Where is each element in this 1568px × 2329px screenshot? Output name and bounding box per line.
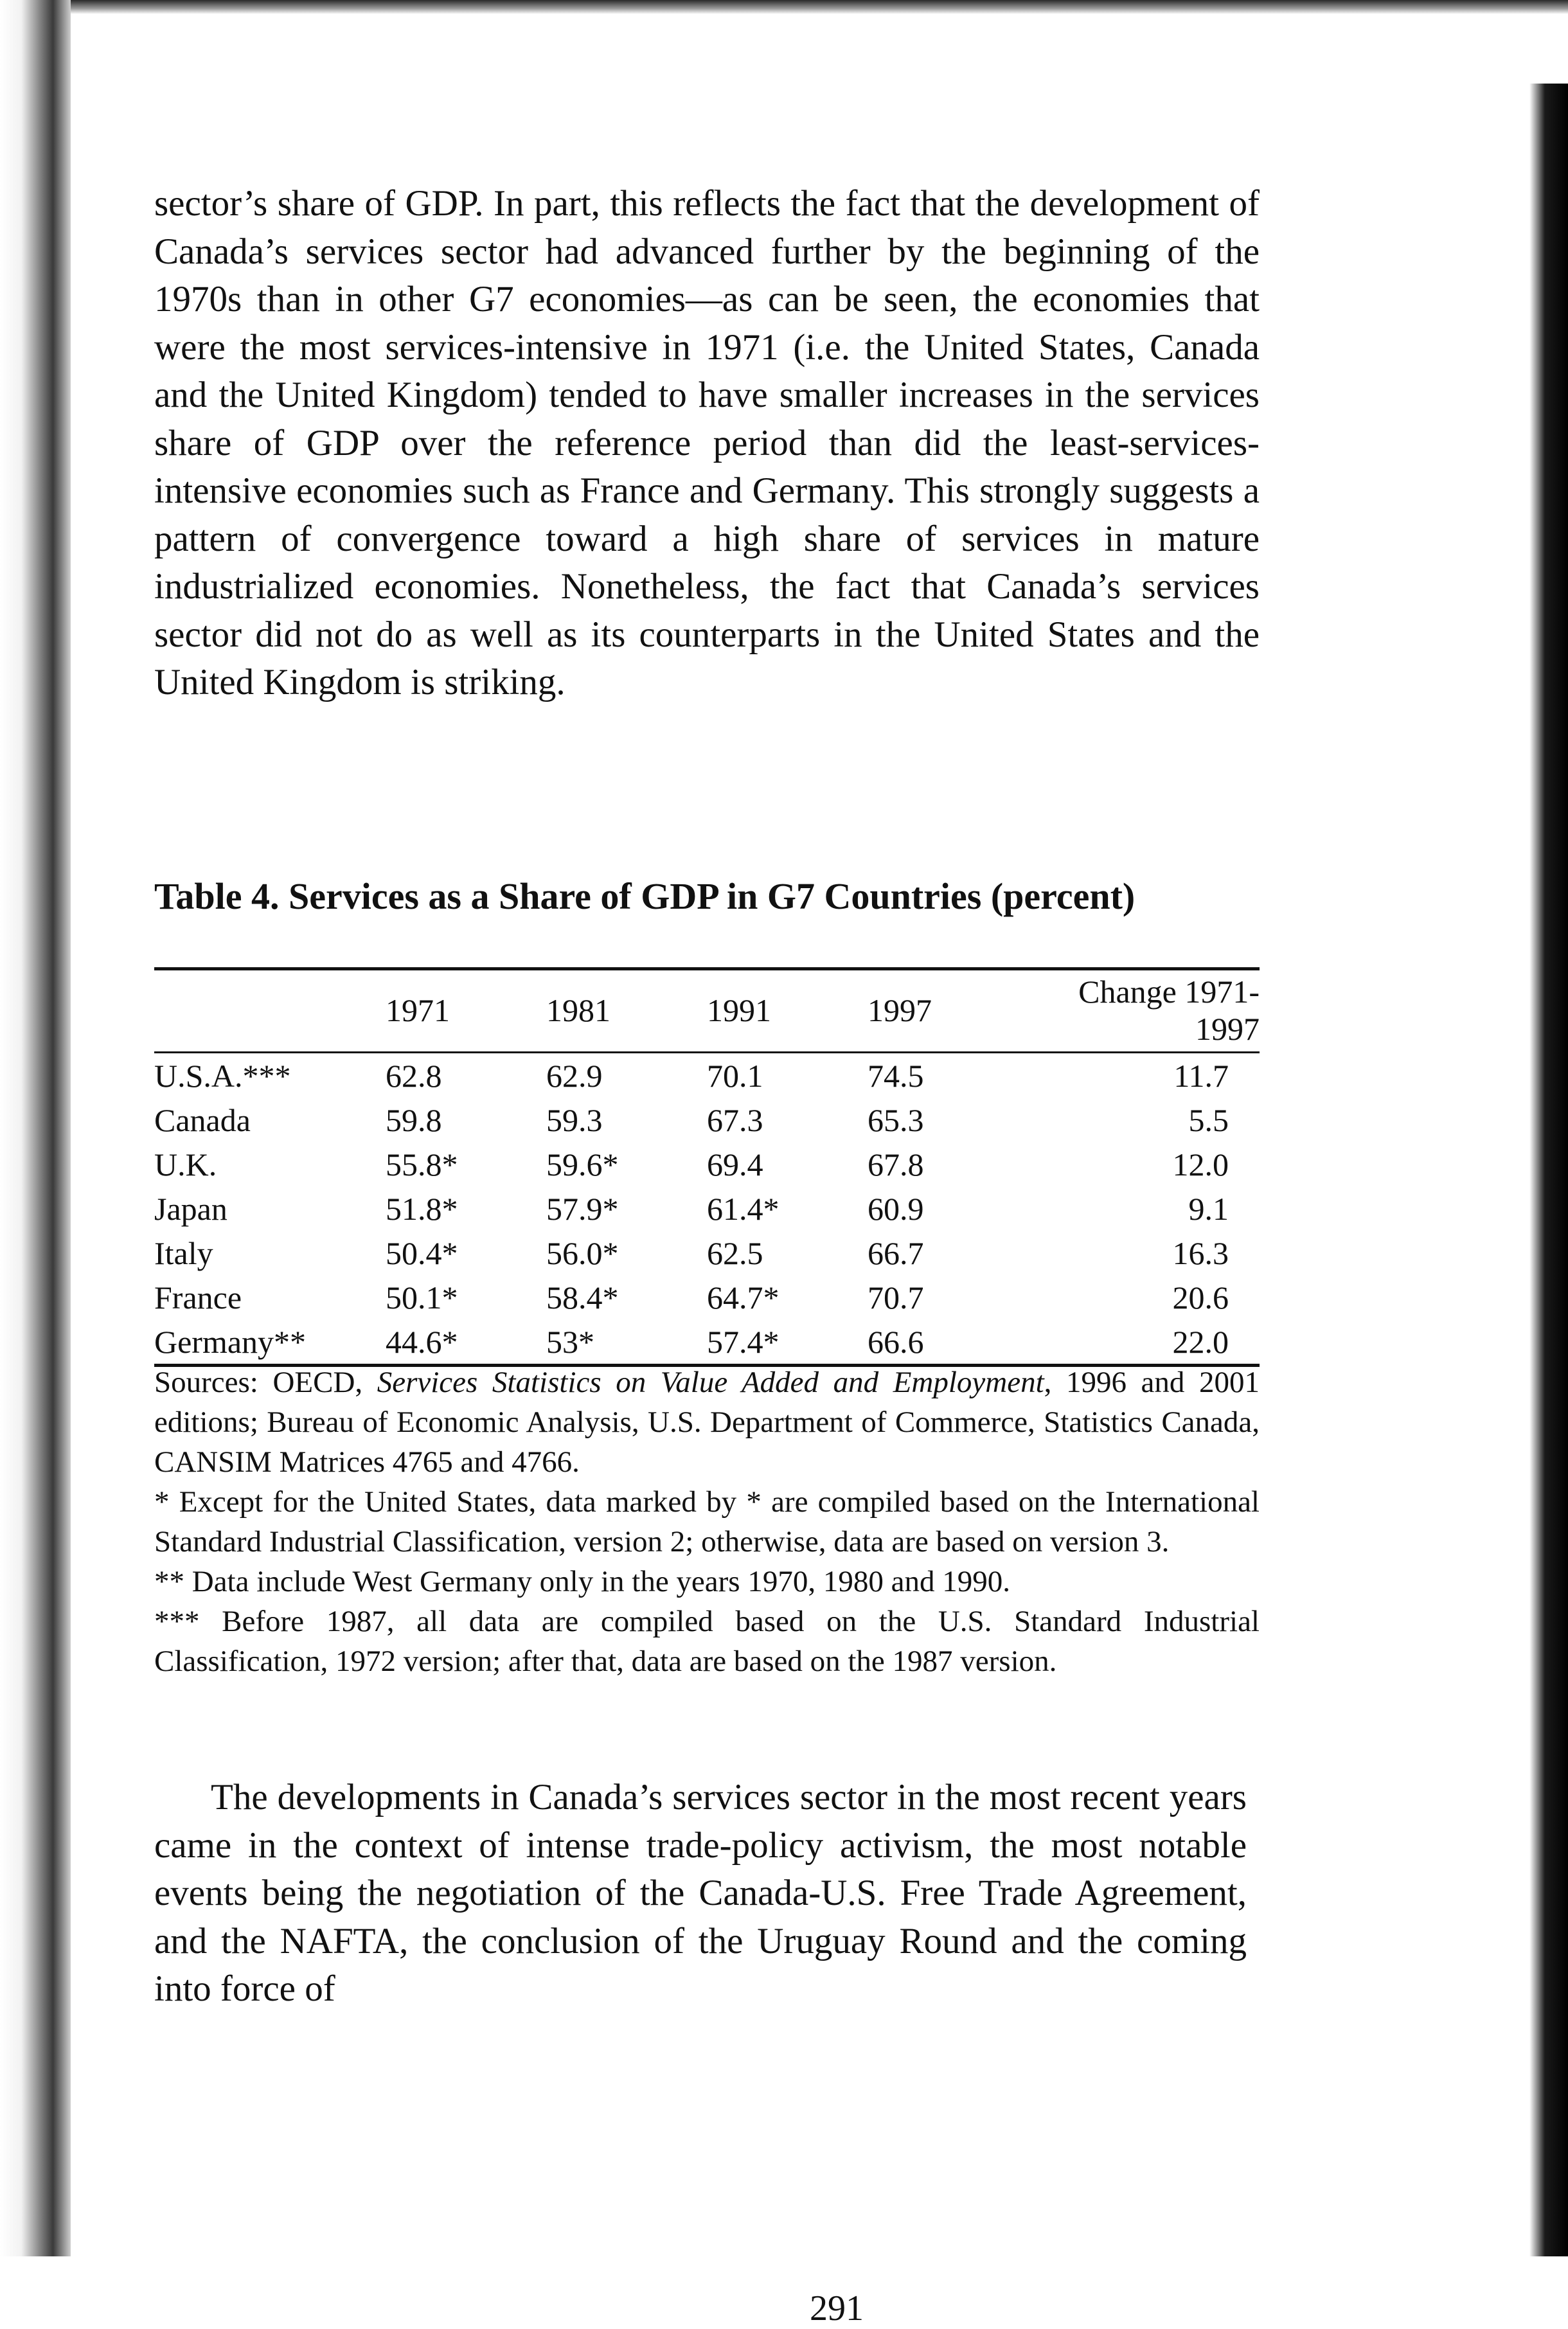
cell-1981: 53* (546, 1323, 594, 1360)
sources-publication-title: Services Statistics on Value Added and Employment (377, 1366, 1044, 1399)
cell-1971: 62.8 (386, 1057, 442, 1094)
cell-1971: 59.8 (386, 1102, 442, 1138)
table-header-row (154, 969, 1260, 1053)
cell-country: Italy (154, 1235, 213, 1271)
cell-country: U.S.A.*** (154, 1057, 291, 1094)
cell-1991: 62.5 (707, 1235, 763, 1271)
cell-change: 16.3 (1172, 1235, 1229, 1271)
sources-prefix: Sources: OECD, (154, 1366, 377, 1399)
gdp-services-table (154, 967, 1260, 1367)
cell-1991: 69.4 (707, 1146, 763, 1182)
cell-1971: 55.8* (386, 1146, 458, 1182)
page-number: 291 (810, 2289, 864, 2328)
cell-1991: 64.7* (707, 1279, 780, 1316)
cell-1981: 59.6* (546, 1146, 619, 1182)
cell-country: U.K. (154, 1146, 217, 1182)
cell-country: Germany** (154, 1323, 307, 1360)
body-paragraph-1: sector’s share of GDP. In part, this reflects the fact that the development of Canada’s services sector had advanced further by the beginning of the 1970s than in other G7 economies—as can be seen, the economies that were the most services-intensive in 1971 (i.e. the United States, Canada and the United Kingdom) tended to have smaller increases in the services share of GDP over the reference period than did the least-services-intensive economies such as France and Germany. This strongly suggests a pattern of convergence toward a high share of services in mature industrialized economies. Nonetheless, the fact that Canada’s services sector did not do as well as its counterparts in the United States and the United Kingdom is striking. (154, 183, 1260, 702)
table-title: Table 4. Services as a Share of GDP in G7 Countries (percent) (154, 875, 1136, 917)
cell-1997: 74.5 (868, 1057, 924, 1094)
scan-binding-edge (0, 0, 71, 2256)
cell-change: 22.0 (1172, 1323, 1229, 1360)
cell-country: France (154, 1279, 242, 1316)
table-row (154, 1098, 1260, 1142)
sources-rest: , 1996 and 2001 editions; Bureau of Economic Analysis, U.S. Department of Commerce, Statistics Canada, CANSIM Matrices 4765 and 4766. (154, 1366, 1260, 1479)
cell-country: Canada (154, 1102, 251, 1138)
cell-1971: 50.4* (386, 1235, 458, 1271)
sources-note (154, 1362, 1260, 1482)
table-row (154, 1142, 1260, 1186)
header-change: Change 1971-1997 (1078, 974, 1260, 1047)
cell-change: 5.5 (1188, 1102, 1229, 1138)
cell-1991: 57.4* (707, 1323, 780, 1360)
table-notes (154, 1362, 1260, 1681)
table-row (154, 1275, 1260, 1319)
cell-1997: 60.9 (868, 1190, 924, 1227)
cell-1991: 67.3 (707, 1102, 763, 1138)
cell-1981: 62.9 (546, 1057, 603, 1094)
cell-change: 9.1 (1188, 1190, 1229, 1227)
cell-1997: 66.6 (868, 1323, 924, 1360)
header-1971: 1971 (386, 992, 450, 1028)
cell-change: 20.6 (1172, 1279, 1229, 1316)
table-row (154, 1319, 1260, 1366)
cell-1997: 67.8 (868, 1146, 924, 1182)
body-paragraph-2: The developments in Canada’s services sector in the most recent years came in the context of intense trade-policy activism, the most notable events being the negotiation of the Canada-U.S. Free Trade Agreement, and the NAFTA, the conclusion of the Uruguay Round and the coming into force of (154, 1777, 1247, 2009)
cell-1997: 65.3 (868, 1102, 924, 1138)
footnote-triple-asterisk: *** Before 1987, all data are compiled based on the U.S. Standard Industrial Classification, 1972 version; after that, data are based on the 1987 version. (154, 1605, 1260, 1678)
header-country (154, 969, 386, 1053)
footnote-single-asterisk: * Except for the United States, data marked by * are compiled based on the International Standard Industrial Classification, version 2; otherwise, data are based on version 3. (154, 1485, 1260, 1558)
cell-1991: 70.1 (707, 1057, 763, 1094)
cell-change: 12.0 (1172, 1146, 1229, 1182)
cell-country: Japan (154, 1190, 227, 1227)
cell-1971: 44.6* (386, 1323, 458, 1360)
cell-1991: 61.4* (707, 1190, 780, 1227)
cell-1997: 66.7 (868, 1235, 924, 1271)
scan-right-edge (1529, 84, 1568, 2256)
cell-change: 11.7 (1173, 1057, 1229, 1094)
cell-1997: 70.7 (868, 1279, 924, 1316)
body-paragraph-2-block (154, 1774, 1247, 2013)
table-row (154, 1186, 1260, 1231)
cell-1981: 58.4* (546, 1279, 619, 1316)
page (154, 180, 1260, 2328)
table-row (154, 1231, 1260, 1275)
header-1981: 1981 (546, 992, 610, 1028)
cell-1981: 57.9* (546, 1190, 619, 1227)
table-row (154, 1053, 1260, 1098)
cell-1981: 59.3 (546, 1102, 603, 1138)
cell-1971: 50.1* (386, 1279, 458, 1316)
header-1991: 1991 (707, 992, 771, 1028)
footnote-double-asterisk: ** Data include West Germany only in the years 1970, 1980 and 1990. (154, 1565, 1010, 1598)
scan-top-shadow (0, 0, 1568, 14)
cell-1981: 56.0* (546, 1235, 619, 1271)
cell-1971: 51.8* (386, 1190, 458, 1227)
header-1997: 1997 (868, 992, 932, 1028)
